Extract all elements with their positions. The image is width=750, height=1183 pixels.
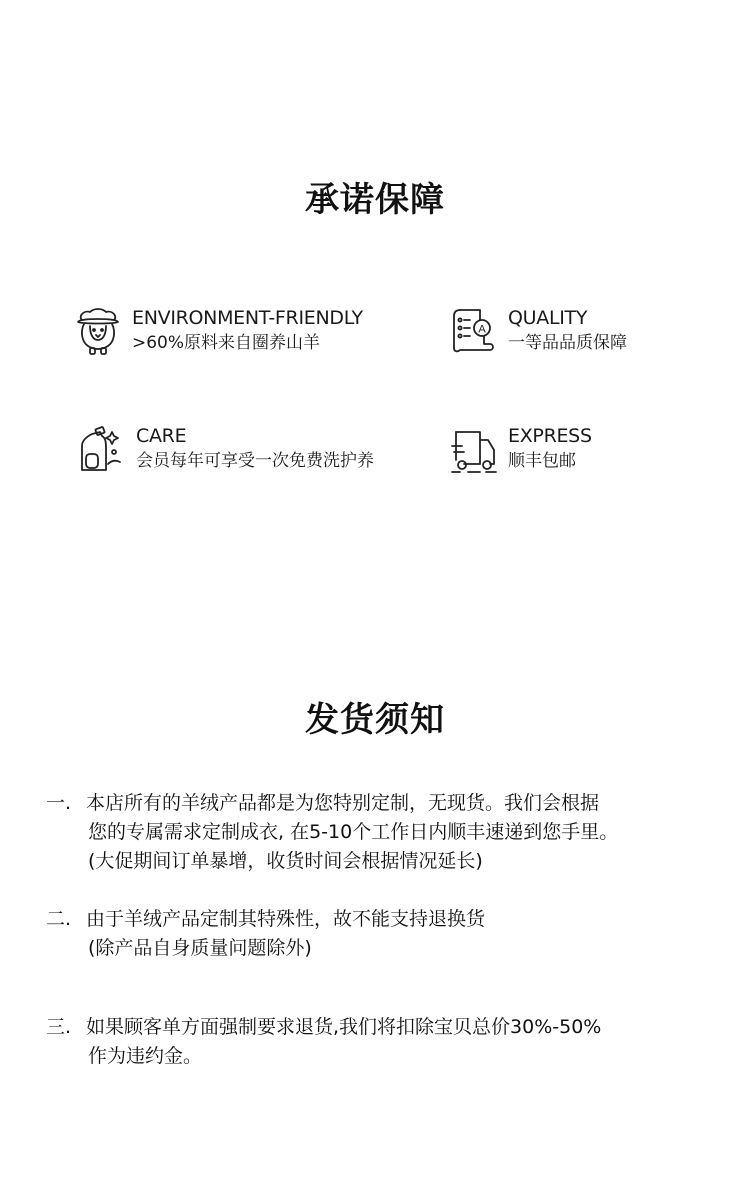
notice-number: 三. xyxy=(46,1016,72,1038)
notice-line: (除产品自身质量问题除外) xyxy=(88,937,312,959)
feature-environment xyxy=(74,306,363,358)
feature-title: QUALITY xyxy=(508,307,588,329)
svg-text:A: A xyxy=(478,323,486,336)
certificate-icon xyxy=(450,306,498,358)
notice-line: (大促期间订单暴增，收货时间会根据情况延长) xyxy=(88,850,483,872)
feature-title: EXPRESS xyxy=(508,425,592,447)
feature-description: 一等品品质保障 xyxy=(508,333,627,353)
notice-line: 您的专属需求定制成衣, 在5-10个工作日内顺丰速递到您手里。 xyxy=(88,821,619,843)
feature-quality xyxy=(450,306,627,358)
feature-care xyxy=(78,424,374,476)
shipping-notice-2 xyxy=(46,905,726,963)
notice-line: 作为违约金。 xyxy=(88,1045,203,1067)
feature-description: >60%原料来自圈养山羊 xyxy=(132,333,321,353)
section-title-promise: 承诺保障 xyxy=(305,180,445,220)
notice-line: 本店所有的羊绒产品都是为您特别定制，无现货。我们会根据 xyxy=(86,792,600,814)
shipping-notice-1 xyxy=(46,789,726,876)
delivery-truck-icon xyxy=(450,424,498,476)
notice-line: 由于羊绒产品定制其特殊性，故不能支持退换货 xyxy=(86,908,486,930)
feature-description: 会员每年可享受一次免费洗护养 xyxy=(136,451,374,471)
detergent-bottle-icon xyxy=(78,424,126,476)
shipping-notice-3 xyxy=(46,1013,726,1071)
notice-line: 如果顾客单方面强制要求退货,我们将扣除宝贝总价30%-50% xyxy=(86,1016,602,1038)
feature-title: CARE xyxy=(136,425,187,447)
sheep-icon xyxy=(74,306,122,358)
notice-number: 二. xyxy=(46,908,72,930)
feature-express xyxy=(450,424,592,476)
notice-number: 一. xyxy=(46,792,72,814)
section-title-shipping: 发货须知 xyxy=(305,700,445,740)
feature-title: ENVIRONMENT-FRIENDLY xyxy=(132,307,363,329)
feature-description: 顺丰包邮 xyxy=(508,451,576,471)
